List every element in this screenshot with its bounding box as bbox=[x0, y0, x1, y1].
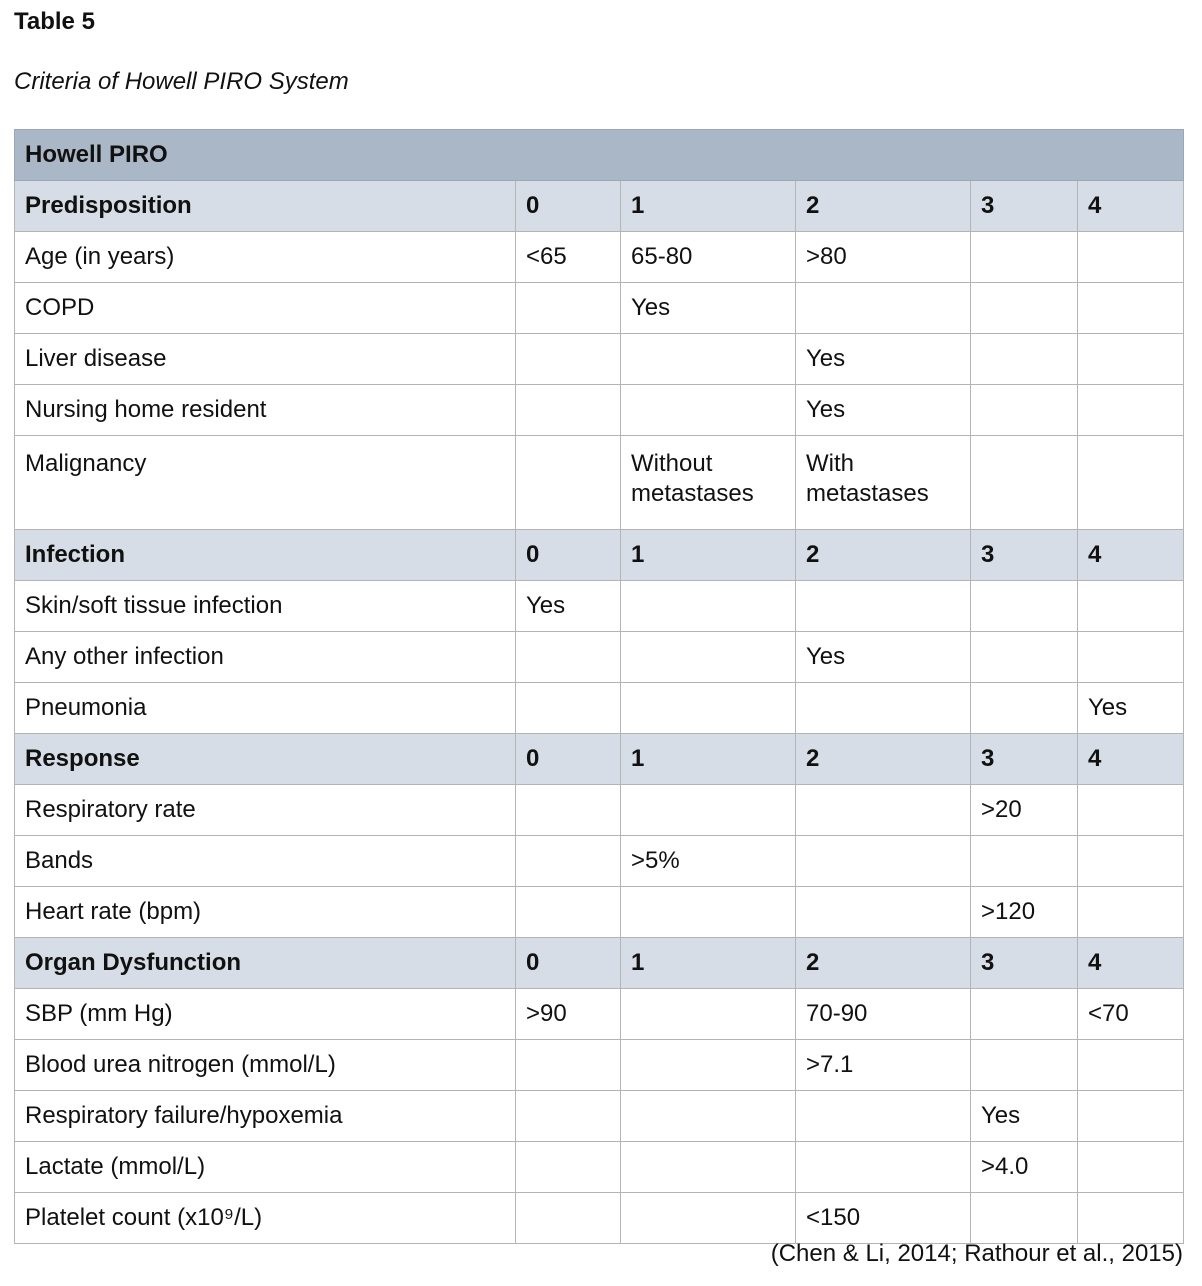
table-row bbox=[15, 1091, 1184, 1142]
criterion-cell: Respiratory failure/hypoxemia bbox=[15, 1091, 516, 1142]
table-row bbox=[15, 232, 1184, 283]
score-cell: Yes bbox=[796, 385, 971, 436]
score-cell bbox=[516, 785, 621, 836]
score-cell: Without metastases bbox=[621, 436, 796, 530]
criterion-cell: Nursing home resident bbox=[15, 385, 516, 436]
score-cell bbox=[971, 385, 1078, 436]
criterion-cell: COPD bbox=[15, 283, 516, 334]
criterion-cell: Pneumonia bbox=[15, 683, 516, 734]
score-cell bbox=[621, 581, 796, 632]
score-cell bbox=[1078, 1040, 1184, 1091]
section-header-row bbox=[15, 181, 1184, 232]
table-row bbox=[15, 1193, 1184, 1244]
score-cell: Yes bbox=[796, 632, 971, 683]
score-cell bbox=[621, 1142, 796, 1193]
score-column-header: 2 bbox=[796, 181, 971, 232]
table-header-row bbox=[15, 130, 1184, 181]
howell-piro-table bbox=[14, 129, 1184, 1244]
score-cell bbox=[971, 334, 1078, 385]
criterion-cell: Age (in years) bbox=[15, 232, 516, 283]
citation: (Chen & Li, 2014; Rathour et al., 2015) bbox=[770, 1240, 1183, 1267]
section-title: Organ Dysfunction bbox=[15, 938, 516, 989]
score-cell bbox=[1078, 283, 1184, 334]
score-cell bbox=[621, 632, 796, 683]
score-cell bbox=[971, 436, 1078, 530]
score-column-header: 4 bbox=[1078, 938, 1184, 989]
score-cell bbox=[971, 1040, 1078, 1091]
score-cell bbox=[971, 232, 1078, 283]
score-column-header: 0 bbox=[516, 734, 621, 785]
score-cell bbox=[516, 334, 621, 385]
score-cell bbox=[796, 836, 971, 887]
score-cell bbox=[971, 836, 1078, 887]
score-cell: 65-80 bbox=[621, 232, 796, 283]
score-column-header: 2 bbox=[796, 938, 971, 989]
score-cell bbox=[516, 1091, 621, 1142]
score-cell: With metastases bbox=[796, 436, 971, 530]
score-cell bbox=[1078, 785, 1184, 836]
score-cell bbox=[1078, 887, 1184, 938]
score-cell bbox=[796, 283, 971, 334]
table-row bbox=[15, 436, 1184, 530]
table-row bbox=[15, 632, 1184, 683]
score-column-header: 2 bbox=[796, 530, 971, 581]
criterion-cell: Malignancy bbox=[15, 436, 516, 530]
score-cell bbox=[971, 683, 1078, 734]
score-cell bbox=[796, 1091, 971, 1142]
score-cell: >80 bbox=[796, 232, 971, 283]
score-cell bbox=[516, 632, 621, 683]
score-cell bbox=[1078, 232, 1184, 283]
score-column-header: 3 bbox=[971, 734, 1078, 785]
score-cell: 70-90 bbox=[796, 989, 971, 1040]
table-row bbox=[15, 334, 1184, 385]
score-cell: <70 bbox=[1078, 989, 1184, 1040]
score-cell bbox=[1078, 1193, 1184, 1244]
score-cell: >90 bbox=[516, 989, 621, 1040]
score-cell: >7.1 bbox=[796, 1040, 971, 1091]
score-cell bbox=[516, 1142, 621, 1193]
score-cell bbox=[516, 1040, 621, 1091]
score-cell bbox=[1078, 581, 1184, 632]
table-row bbox=[15, 785, 1184, 836]
score-cell: <65 bbox=[516, 232, 621, 283]
score-cell bbox=[516, 436, 621, 530]
score-cell bbox=[796, 1142, 971, 1193]
score-cell bbox=[621, 1091, 796, 1142]
score-cell bbox=[1078, 1091, 1184, 1142]
score-column-header: 3 bbox=[971, 938, 1078, 989]
score-cell bbox=[1078, 632, 1184, 683]
section-header-row bbox=[15, 530, 1184, 581]
score-cell bbox=[971, 581, 1078, 632]
score-cell: Yes bbox=[621, 283, 796, 334]
table-title: Criteria of Howell PIRO System bbox=[14, 68, 349, 95]
score-cell bbox=[621, 1040, 796, 1091]
score-cell bbox=[971, 989, 1078, 1040]
score-cell bbox=[796, 785, 971, 836]
score-column-header: 0 bbox=[516, 938, 621, 989]
table-body bbox=[15, 130, 1184, 1244]
score-column-header: 1 bbox=[621, 181, 796, 232]
score-cell: Yes bbox=[516, 581, 621, 632]
score-cell bbox=[621, 989, 796, 1040]
score-column-header: 0 bbox=[516, 181, 621, 232]
score-cell bbox=[1078, 385, 1184, 436]
score-cell: >20 bbox=[971, 785, 1078, 836]
section-title: Predisposition bbox=[15, 181, 516, 232]
score-cell bbox=[516, 283, 621, 334]
score-cell bbox=[971, 283, 1078, 334]
table-row bbox=[15, 581, 1184, 632]
score-column-header: 0 bbox=[516, 530, 621, 581]
criterion-cell: SBP (mm Hg) bbox=[15, 989, 516, 1040]
score-cell bbox=[621, 785, 796, 836]
score-cell bbox=[796, 683, 971, 734]
score-cell bbox=[516, 887, 621, 938]
table-header: Howell PIRO bbox=[15, 130, 1184, 181]
criterion-cell: Any other infection bbox=[15, 632, 516, 683]
table-row bbox=[15, 283, 1184, 334]
score-column-header: 3 bbox=[971, 181, 1078, 232]
score-column-header: 4 bbox=[1078, 734, 1184, 785]
score-cell: >120 bbox=[971, 887, 1078, 938]
score-cell bbox=[516, 385, 621, 436]
score-cell bbox=[516, 1193, 621, 1244]
score-cell: >5% bbox=[621, 836, 796, 887]
criterion-cell: Bands bbox=[15, 836, 516, 887]
section-header-row bbox=[15, 938, 1184, 989]
score-cell bbox=[796, 887, 971, 938]
score-cell bbox=[621, 887, 796, 938]
score-cell: >4.0 bbox=[971, 1142, 1078, 1193]
score-cell bbox=[621, 1193, 796, 1244]
score-cell bbox=[1078, 1142, 1184, 1193]
score-cell bbox=[621, 334, 796, 385]
table-row bbox=[15, 683, 1184, 734]
score-cell bbox=[796, 581, 971, 632]
table-row bbox=[15, 887, 1184, 938]
score-cell bbox=[1078, 836, 1184, 887]
table-label: Table 5 bbox=[14, 8, 95, 35]
criterion-cell: Lactate (mmol/L) bbox=[15, 1142, 516, 1193]
score-cell: Yes bbox=[796, 334, 971, 385]
score-cell bbox=[1078, 436, 1184, 530]
score-column-header: 3 bbox=[971, 530, 1078, 581]
score-cell bbox=[971, 1193, 1078, 1244]
score-cell bbox=[516, 683, 621, 734]
score-column-header: 1 bbox=[621, 530, 796, 581]
section-title: Response bbox=[15, 734, 516, 785]
score-cell: <150 bbox=[796, 1193, 971, 1244]
score-cell bbox=[516, 836, 621, 887]
criterion-cell: Skin/soft tissue infection bbox=[15, 581, 516, 632]
table-row bbox=[15, 836, 1184, 887]
score-cell bbox=[971, 632, 1078, 683]
score-column-header: 4 bbox=[1078, 181, 1184, 232]
score-cell bbox=[621, 385, 796, 436]
criterion-cell: Heart rate (bpm) bbox=[15, 887, 516, 938]
criterion-cell: Liver disease bbox=[15, 334, 516, 385]
table-row bbox=[15, 1040, 1184, 1091]
score-cell bbox=[1078, 334, 1184, 385]
score-column-header: 2 bbox=[796, 734, 971, 785]
section-header-row bbox=[15, 734, 1184, 785]
criterion-cell: Respiratory rate bbox=[15, 785, 516, 836]
score-column-header: 1 bbox=[621, 734, 796, 785]
criterion-cell: Platelet count (x10⁹/L) bbox=[15, 1193, 516, 1244]
criterion-cell: Blood urea nitrogen (mmol/L) bbox=[15, 1040, 516, 1091]
score-column-header: 4 bbox=[1078, 530, 1184, 581]
score-cell: Yes bbox=[971, 1091, 1078, 1142]
score-cell: Yes bbox=[1078, 683, 1184, 734]
score-cell bbox=[621, 683, 796, 734]
section-title: Infection bbox=[15, 530, 516, 581]
table-row bbox=[15, 989, 1184, 1040]
table-row bbox=[15, 1142, 1184, 1193]
score-column-header: 1 bbox=[621, 938, 796, 989]
table-row bbox=[15, 385, 1184, 436]
